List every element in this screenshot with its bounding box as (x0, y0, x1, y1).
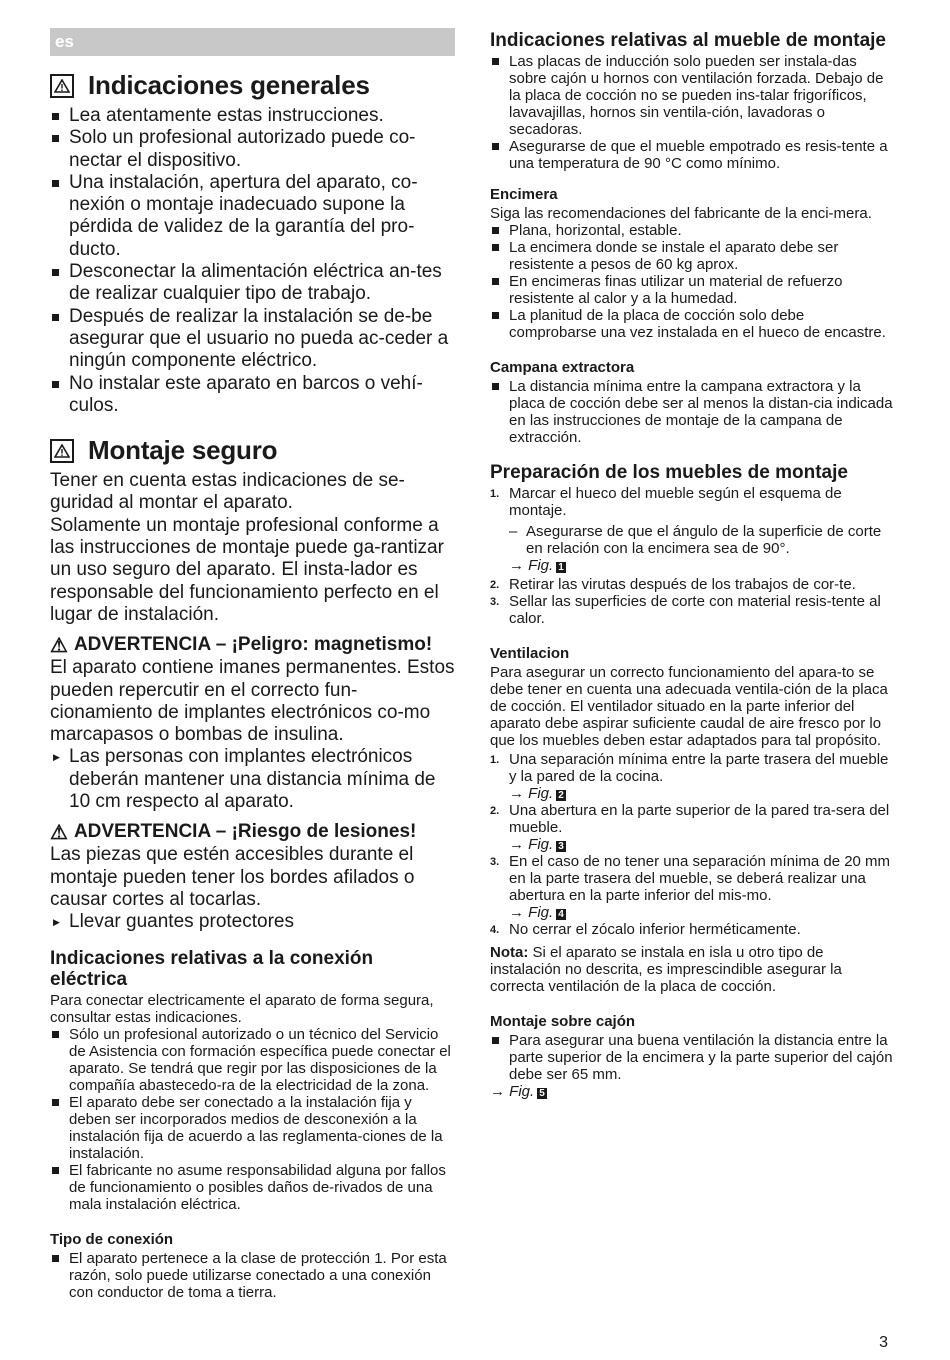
list-item: Plana, horizontal, estable. (490, 222, 895, 239)
electric-intro: Para conectar electricamente el aparato de forma segura, consultar estas indicaciones. (50, 991, 434, 1026)
list-item: Para asegurar una buena ventilación la distancia entre la parte superior de la encimera y la parte superior del cajón debe ser 65 mm. (490, 1032, 895, 1083)
hood-list (490, 378, 895, 446)
furniture-list (490, 53, 895, 172)
warning-magnetism-text: El aparato contiene imanes permanentes. Estos pueden repercutir en el correcto fun-cionamiento de implantes electrónicos co-mo marcapasos o bombas de insulina. (50, 657, 455, 746)
worktop-heading: Encimera (490, 186, 558, 203)
vent-note: Nota: Si el aparato se instala en isla u otro tipo de instalación no descrita, es imprescindible asegurar la correcta ventilación de la placa de cocción. (490, 944, 842, 995)
drawer-heading: Montaje sobre cajón (490, 1013, 636, 1030)
figure-ref: → Fig. 2 (509, 785, 564, 802)
list-item: Sólo un profesional autorizado o un técnico del Servicio de Asistencia con formación específica puede conectar el aparato. Se tendrá que regir por las disposiciones de la compañía abastecedo-ra de la electricidad de la zona. (50, 1026, 455, 1094)
list-item: Lea atentamente estas instrucciones. (50, 105, 455, 127)
safe-heading: Montaje seguro (50, 435, 455, 466)
figure-ref: → Fig. 3 (509, 836, 564, 853)
figure-ref: → Fig. 1 (509, 557, 564, 574)
step-item: 4. No cerrar el zócalo inferior herméticamente. (490, 921, 801, 938)
vent-intro: Para asegurar un correcto funcionamiento del apara-to se debe tener en cuenta una adecuada ventila-ción de la placa de cocción. El ventilador situado en la parte inferior del aparato debe aspirar suficiente caudal de aire fresco por lo que los muebles deben estar adaptados para tal propósito. (490, 664, 888, 749)
electric-list (50, 1026, 455, 1213)
hood-heading: Campana extractora (490, 359, 635, 376)
worktop-list (490, 222, 895, 341)
warning-step: ▶ Llevar guantes protectores (50, 911, 455, 933)
safe-paragraph: Solamente un montaje profesional conforme a las instrucciones de montaje puede ga-rantizar un uso seguro del aparato. El insta-lador es responsable del funcionamiento perfecto en el lugar de instalación. (50, 514, 444, 625)
furniture-heading: Indicaciones relativas al mueble de montaje (490, 30, 886, 51)
safe-intro: Tener en cuenta estas indicaciones de se-guridad al montar el aparato. (50, 470, 405, 514)
warning-step: ▶ Las personas con implantes electrónicos deberán mantener una distancia mínima de 10 cm respecto al aparato. (50, 746, 455, 813)
left-column (50, 28, 455, 1301)
figure-ref: → Fig. 5 (490, 1083, 545, 1100)
warning-injury-text: Las piezas que estén accesibles durante el montaje pueden tener los bordes afilados o causar cortes al tocarlas. (50, 844, 415, 910)
page-number: 3 (879, 1334, 888, 1351)
step-item: 2. Una abertura en la parte superior de la pared tra-sera del mueble. (490, 802, 890, 836)
warning-icon (50, 74, 74, 98)
list-item: En encimeras finas utilizar un material de refuerzo resistente al calor y a la humedad. (490, 273, 895, 307)
general-list (50, 105, 455, 417)
list-item: Las placas de inducción solo pueden ser instala-das sobre cajón u hornos con ventilación forzada. Debajo de la placa de cocción no se pueden ins-talar frigoríficos, lavavajillas, hornos sin ventila-ción, lavadoras o secadoras. (490, 53, 895, 138)
warning-triangle-icon: ⚠ (50, 635, 68, 658)
connection-list (50, 1250, 455, 1301)
step-item: 1. Marcar el hueco del mueble según el esquema de montaje. (490, 485, 842, 519)
prep-steps (490, 485, 895, 519)
list-item: El aparato debe ser conectado a la instalación fija y deben ser incorporados medios de desconexión a la instalación fija de acuerdo a las reglamenta-ciones de la instalación. (50, 1094, 455, 1162)
drawer-list (490, 1032, 895, 1083)
warning-icon (50, 439, 74, 463)
general-heading: Indicaciones generales (50, 70, 455, 101)
step-item: 3. En el caso de no tener una separación mínima de 20 mm en la parte trasera del mueble, se deberá realizar una abertura en la parte inferior del mis-mo. (490, 853, 891, 904)
list-item: Una instalación, apertura del aparato, co-nexión o montaje inadecuado supone la pérdida de validez de la garantía del pro-ducto. (50, 172, 455, 261)
list-item: Solo un profesional autorizado puede co-nectar el dispositivo. (50, 127, 455, 172)
list-item: Asegurarse de que el mueble empotrado es resis-tente a una temperatura de 90 °C como mínimo. (490, 138, 895, 172)
electric-heading: Indicaciones relativas a la conexión eléctrica (50, 947, 374, 990)
list-item: El aparato pertenece a la clase de protección 1. Por esta razón, solo puede utilizarse conectado a una conexión con conductor de toma a tierra. (50, 1250, 455, 1301)
list-item: Desconectar la alimentación eléctrica an-tes de realizar cualquier tipo de trabajo. (50, 261, 455, 306)
step-item: 3. Sellar las superficies de corte con material resis-tente al calor. (490, 593, 881, 627)
list-item: No instalar este aparato en barcos o vehí-culos. (50, 373, 455, 418)
prep-heading: Preparación de los muebles de montaje (490, 462, 848, 483)
step-item: 1. Una separación mínima entre la parte trasera del mueble y la pared de la cocina. (490, 751, 889, 785)
vent-steps (490, 751, 895, 785)
language-bar (50, 28, 455, 56)
right-column (490, 28, 895, 1100)
sub-step: – Asegurarse de que el ángulo de la superficie de corte en relación con la encimera sea de 90°. (490, 523, 895, 557)
list-item: La planitud de la placa de cocción solo debe comprobarse una vez instalada en el hueco de encastre. (490, 307, 895, 341)
figure-ref: → Fig. 4 (509, 904, 564, 921)
list-item: Después de realizar la instalación se de-be asegurar que el usuario no pueda ac-ceder a ningún componente eléctrico. (50, 306, 455, 373)
warning-injury-title: ⚠ ADVERTENCIA – ¡Riesgo de lesiones! (50, 821, 417, 845)
warning-triangle-icon: ⚠ (50, 822, 68, 845)
list-item: La encimera donde se instale el aparato debe ser resistente a pesos de 60 kg aprox. (490, 239, 895, 273)
vent-heading: Ventilacion (490, 645, 570, 662)
warning-magnetism-title: ⚠ ADVERTENCIA – ¡Peligro: magnetismo! (50, 634, 433, 658)
list-item: El fabricante no asume responsabilidad alguna por fallos de funcionamiento o posibles daños de-rivados de una mala instalación eléctrica. (50, 1162, 455, 1213)
list-item: La distancia mínima entre la campana extractora y la placa de cocción debe ser al menos la distan-cia indicada en las instrucciones de montaje de la campana de extracción. (490, 378, 895, 446)
step-item: 2. Retirar las virutas después de los trabajos de cor-te. (490, 576, 856, 593)
worktop-intro: Siga las recomendaciones del fabricante de la enci-mera. (490, 205, 872, 222)
connection-heading: Tipo de conexión (50, 1230, 174, 1248)
language-code: es (55, 32, 74, 51)
